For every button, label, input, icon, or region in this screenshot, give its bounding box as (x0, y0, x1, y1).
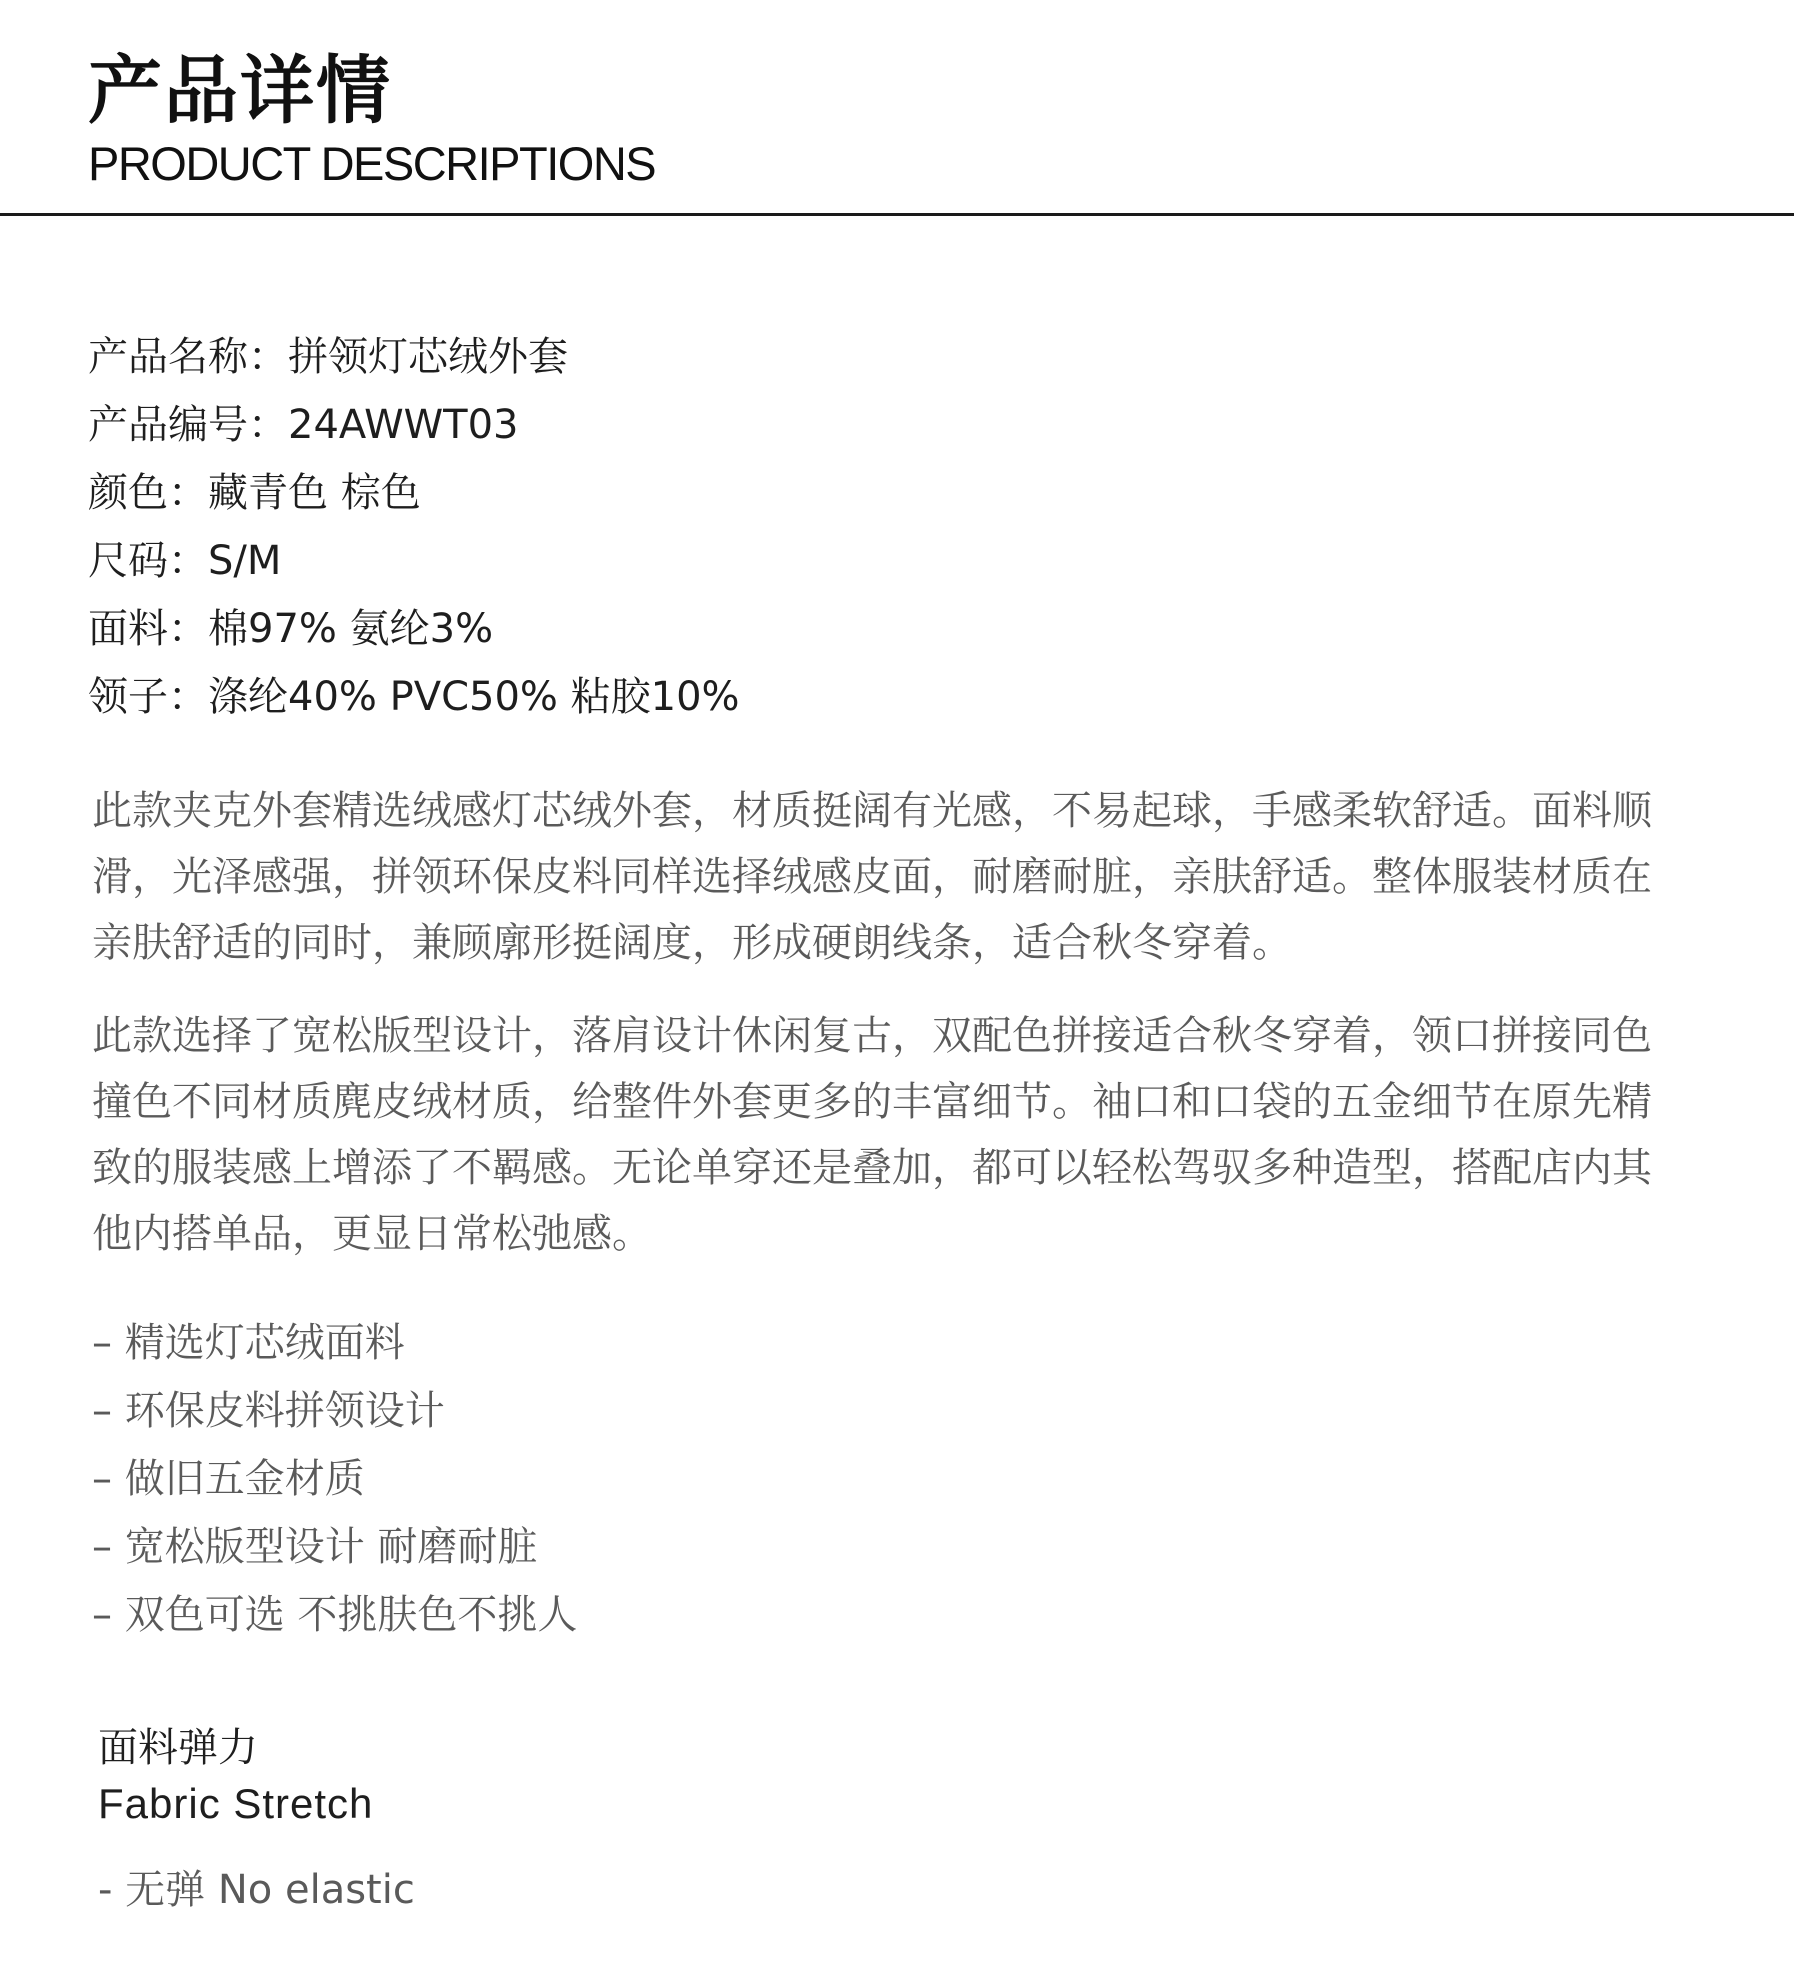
feature-item: – 环保皮料拼领设计 (92, 1388, 445, 1434)
stretch-value: - 无弹 No elastic (98, 1867, 415, 1913)
spec-product-name: 产品名称：拼领灯芯绒外套 (88, 334, 568, 380)
header-divider (0, 213, 1794, 216)
spec-fabric: 面料：棉97% 氨纶3% (88, 606, 494, 652)
feature-item: – 宽松版型设计 耐磨耐脏 (92, 1524, 538, 1570)
stretch-heading-cn: 面料弹力 (98, 1725, 258, 1771)
feature-item: – 精选灯芯绒面料 (92, 1320, 405, 1366)
spec-color: 颜色：藏青色 棕色 (88, 470, 421, 516)
page-subtitle: PRODUCT DESCRIPTIONS (88, 137, 656, 190)
page-title: 产品详情 (88, 48, 392, 134)
feature-list (92, 1309, 577, 1649)
description-paragraph-material: 此款夹克外套精选绒感灯芯绒外套，材质挺阔有光感，不易起球，手感柔软舒适。面料顺滑，光泽感强，拼领环保皮料同样选择绒感皮面，耐磨耐脏，亲肤舒适。整体服装材质在亲肤舒适的同时，兼顾廓形挺阔度，形成硬朗线条，适合秋冬穿着。 (92, 788, 1652, 966)
spec-collar: 领子：涤纶40% PVC50% 粘胶10% (88, 674, 740, 720)
spec-product-code: 产品编号：24AWWT03 (88, 402, 519, 448)
spec-size: 尺码：S/M (88, 538, 282, 584)
stretch-heading-en: Fabric Stretch (98, 1780, 374, 1827)
page-header (0, 0, 1800, 218)
description-paragraph-design: 此款选择了宽松版型设计，落肩设计休闲复古，双配色拼接适合秋冬穿着，领口拼接同色撞色不同材质麂皮绒材质，给整件外套更多的丰富细节。袖口和口袋的五金细节在原先精致的服装感上增添了不羁感。无论单穿还是叠加，都可以轻松驾驭多种造型，搭配店内其他内搭单品，更显日常松弛感。 (92, 1013, 1652, 1257)
spec-list (88, 323, 740, 731)
feature-item: – 做旧五金材质 (92, 1456, 365, 1502)
feature-item: – 双色可选 不挑肤色不挑人 (92, 1592, 578, 1638)
